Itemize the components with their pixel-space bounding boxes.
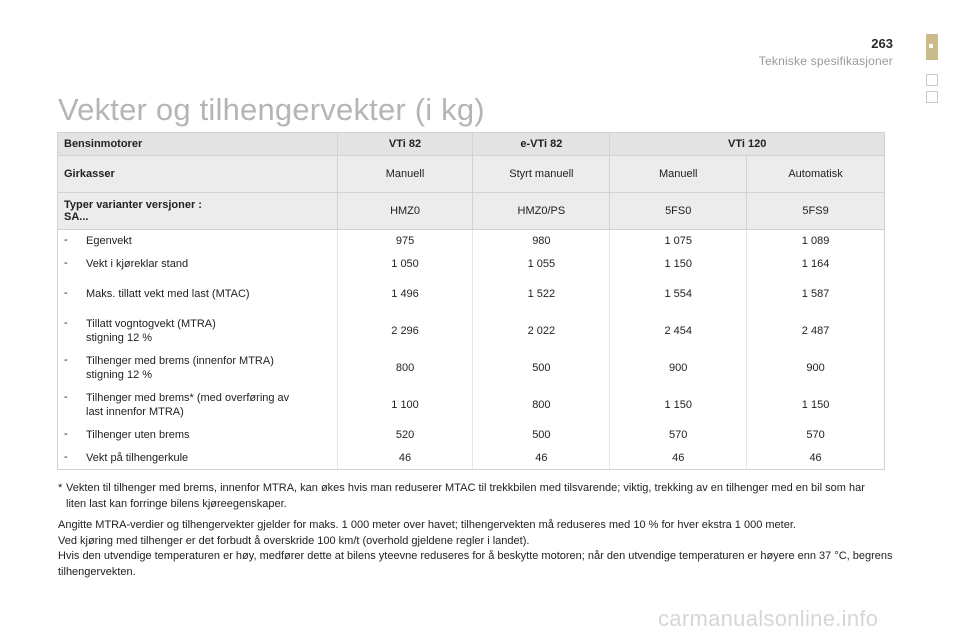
value-cell: 980 xyxy=(473,230,610,253)
row-label-line2: stigning 12 % xyxy=(86,332,153,344)
chapter-tab-box-2 xyxy=(926,91,938,103)
value-cell: 1 150 xyxy=(610,387,747,424)
row-label-line2: stigning 12 % xyxy=(86,369,153,381)
value-cell: 2 022 xyxy=(473,313,610,350)
row-label xyxy=(58,253,338,276)
table-row xyxy=(58,387,885,424)
gearbox-row-label: Girkasser xyxy=(58,156,338,193)
value-cell: 800 xyxy=(473,387,610,424)
table-row xyxy=(58,276,885,313)
variant-header-cell: 5FS9 xyxy=(747,193,885,230)
value-cell: 2 296 xyxy=(337,313,473,350)
gearbox-header-row xyxy=(58,156,885,193)
value-cell: 1 150 xyxy=(610,253,747,276)
weights-table xyxy=(57,132,885,470)
value-cell: 46 xyxy=(747,447,885,470)
variant-header-row xyxy=(58,193,885,230)
row-label-line1: Vekt på tilhengerkule xyxy=(86,451,189,464)
footnote xyxy=(58,481,888,512)
notes-block xyxy=(58,518,898,580)
value-cell: 46 xyxy=(610,447,747,470)
engine-header-cell: VTi 82 xyxy=(337,133,473,156)
value-cell: 1 522 xyxy=(473,276,610,313)
engine-row-label: Bensinmotorer xyxy=(58,133,338,156)
table-row xyxy=(58,313,885,350)
value-cell: 570 xyxy=(610,424,747,447)
variant-label-line2: SA... xyxy=(64,211,89,223)
watermark: carmanualsonline.info xyxy=(658,606,879,631)
dash: - xyxy=(64,287,68,299)
row-label-line1: Maks. tillatt vekt med last (MTAC) xyxy=(86,288,250,300)
value-cell: 800 xyxy=(337,350,473,387)
table-row xyxy=(58,424,885,447)
engine-header-cell: VTi 120 xyxy=(610,133,885,156)
value-cell: 1 587 xyxy=(747,276,885,313)
value-cell: 1 164 xyxy=(747,253,885,276)
note-paragraph: Angitte MTRA-verdier og tilhengervekter gjelder for maks. 1 000 meter over havet; tilhengervekten må reduseres med 10 % for hver ekstra 1 000 meter. xyxy=(58,519,796,531)
value-cell: 1 089 xyxy=(747,230,885,253)
row-label-line1: Tilhenger med brems* (med overføring av xyxy=(86,392,290,404)
value-cell: 1 055 xyxy=(473,253,610,276)
page-number: 263 xyxy=(871,36,893,51)
engine-header-cell: e-VTi 82 xyxy=(473,133,610,156)
row-label-line2: last innenfor MTRA) xyxy=(86,406,184,418)
value-cell: 500 xyxy=(473,424,610,447)
dash: - xyxy=(64,354,68,366)
row-label xyxy=(58,387,338,424)
value-cell: 1 075 xyxy=(610,230,747,253)
value-cell: 500 xyxy=(473,350,610,387)
variant-row-label xyxy=(58,193,338,230)
dash: - xyxy=(64,450,68,463)
dash: - xyxy=(64,317,68,329)
gearbox-header-cell: Styrt manuell xyxy=(473,156,610,193)
note-paragraph: Ved kjøring med tilhenger er det forbudt å overskride 100 km/t (overhold gjeldene regler i landet). xyxy=(58,534,530,547)
section-title: Tekniske spesifikasjoner xyxy=(758,54,893,68)
table-row xyxy=(58,447,885,470)
value-cell: 2 454 xyxy=(610,313,747,350)
footnote-text: Vekten til tilhenger med brems, innenfor MTRA, kan økes hvis man reduserer MTAC til trekkbilen med tilsvarende; viktig, trekking av en tilhenger med en bil som har liten last kan forringe bilens kjøreegenskaper. xyxy=(66,482,865,510)
value-cell: 900 xyxy=(747,350,885,387)
row-label-line1: Egenvekt xyxy=(86,235,132,248)
row-label xyxy=(58,424,338,447)
value-cell: 46 xyxy=(337,447,473,470)
table-row xyxy=(58,230,885,253)
value-cell: 1 496 xyxy=(337,276,473,313)
value-cell: 1 150 xyxy=(747,387,885,424)
row-label xyxy=(58,230,338,253)
table-row xyxy=(58,253,885,276)
row-label xyxy=(58,313,338,350)
row-label xyxy=(58,350,338,387)
variant-header-cell: HMZ0/PS xyxy=(473,193,610,230)
value-cell: 520 xyxy=(337,424,473,447)
gearbox-header-cell: Automatisk xyxy=(747,156,885,193)
page-title: Vekter og tilhengervekter (i kg) xyxy=(58,92,485,127)
row-label xyxy=(58,447,338,470)
dash: - xyxy=(64,428,68,440)
engine-header-row xyxy=(58,133,885,156)
value-cell: 2 487 xyxy=(747,313,885,350)
value-cell: 1 554 xyxy=(610,276,747,313)
variant-label-line1: Typer varianter versjoner : xyxy=(64,199,202,211)
variant-header-cell: HMZ0 xyxy=(337,193,473,230)
value-cell: 975 xyxy=(337,230,473,253)
row-label-line1: Tillatt vogntogvekt (MTRA) xyxy=(86,318,216,330)
variant-header-cell: 5FS0 xyxy=(610,193,747,230)
value-cell: 900 xyxy=(610,350,747,387)
row-label-line1: Tilhenger med brems (innenfor MTRA) xyxy=(86,355,274,367)
row-label xyxy=(58,276,338,313)
dash: - xyxy=(64,391,68,403)
row-label-line1: Tilhenger uten brems xyxy=(86,429,190,441)
gearbox-header-cell: Manuell xyxy=(610,156,747,193)
row-label-line1: Vekt i kjøreklar stand xyxy=(86,258,189,270)
footnote-star: * xyxy=(58,482,63,494)
chapter-tab-box-1 xyxy=(926,74,938,86)
dash: - xyxy=(64,234,68,247)
gearbox-header-cell: Manuell xyxy=(337,156,473,193)
dash: - xyxy=(64,257,68,269)
note-paragraph: Hvis den utvendige temperaturen er høy, medfører dette at bilens yteevne reduseres for å beskytte motoren; når den utvendige temperaturen er høyere enn 37 °C, begrens tilhengervekten. xyxy=(58,550,893,578)
chapter-tab-dot xyxy=(929,44,933,48)
value-cell: 1 100 xyxy=(337,387,473,424)
table-row xyxy=(58,350,885,387)
value-cell: 46 xyxy=(473,447,610,470)
value-cell: 1 050 xyxy=(337,253,473,276)
value-cell: 570 xyxy=(747,424,885,447)
